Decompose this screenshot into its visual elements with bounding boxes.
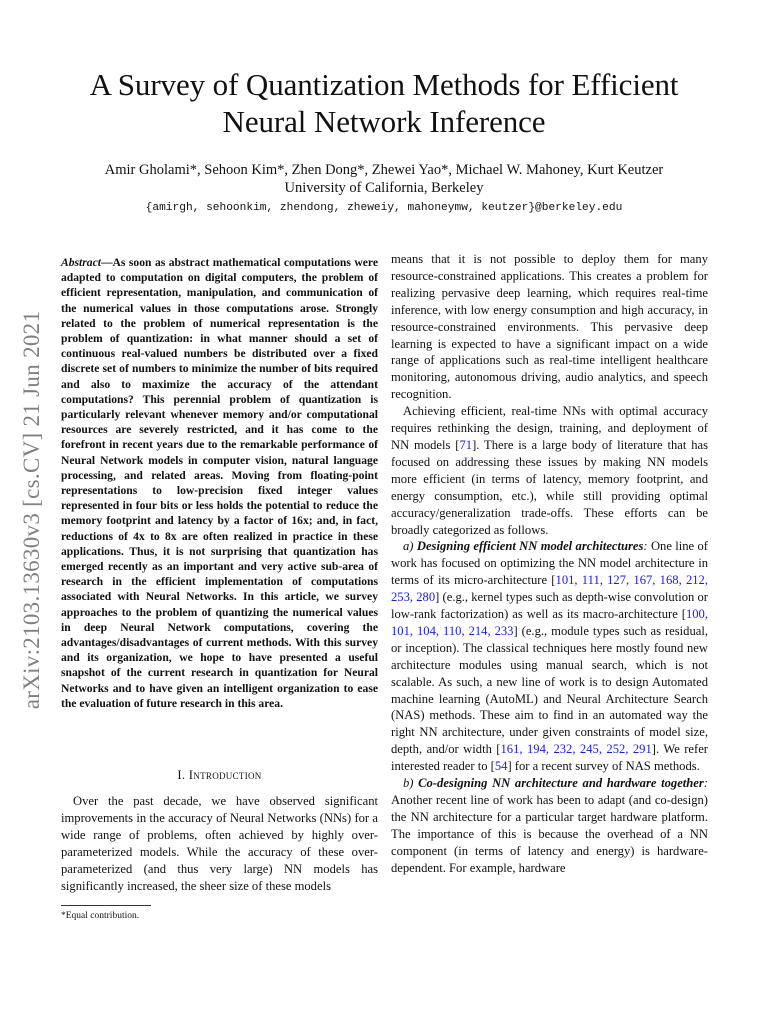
arxiv-sidebar xyxy=(17,270,47,750)
paragraph-heading-b: Co-designing NN architecture and hardware together xyxy=(418,776,704,791)
pa-text-1: One line of work has focused on optimizing the NN model architecture in terms of its micro-architecture [ xyxy=(391,539,708,588)
citation-link[interactable]: 161, 194, 232, 245, 252, 291 xyxy=(500,742,652,757)
pb-text: Another recent line of work has been to adapt (and co-design) the NN architecture for a particular target hardware platform. The importance of this is because the overhead of a NN component (in terms of latency and energy) is hardware-dependent. For example, hardware xyxy=(391,793,708,875)
paper-title xyxy=(60,66,708,140)
right-paragraph-2 xyxy=(391,403,708,538)
arxiv-identifier: arXiv:2103.13630v3 [cs.CV] 21 Jun 2021 xyxy=(19,310,44,710)
pa-text-3: ] (e.g., module types such as residual, or inception). The classical techniques here mostly found new architecture modules using manual search, which is not scalable. As such, a new line of work is to design Automated machine learning (AutoML) and Neural Architecture Search (NAS) methods. These aim to find in an automated way the right NN architecture, under given constraints of model size, depth, and/or width [ xyxy=(391,623,708,757)
author-list: Amir Gholami*, Sehoon Kim*, Zhen Dong*, Zhewei Yao*, Michael W. Mahoney, Kurt Keutzer xyxy=(104,162,664,178)
citation-link[interactable]: 54 xyxy=(494,759,508,774)
paragraph-heading-a: Designing efficient NN model architectures xyxy=(416,539,644,554)
section-heading-introduction xyxy=(61,768,378,783)
intro-paragraph-1: Over the past decade, we have observed significant improvements in the accuracy of Neural Networks (NNs) for a wide range of problems, often achieved by highly over-parameterized models. While the accuracy of these over-parameterized (and thus very large) NN models has significantly increased, the sheer size of these models xyxy=(61,794,378,893)
paragraph-label-a: a) xyxy=(403,539,414,554)
pa-text-2: ] (e.g., kernel types such as depth-wise convolution or low-rank factorization) as well as its macro-architecture [ xyxy=(391,590,709,622)
introduction-paragraph xyxy=(61,793,378,894)
citation-link[interactable]: 100, 101, 104, 110, 214, 233 xyxy=(391,607,708,638)
abstract xyxy=(61,255,378,711)
paragraph-codesign xyxy=(391,775,708,876)
section-number: I. xyxy=(177,768,186,782)
p2-text-b: ]. There is a large body of literature that has focused on addressing these issues by making NN models more efficient (in terms of latency, memory footprint, and energy consumption, etc.), while still providing optimal accuracy/generalization trade-offs. These efforts can be broadly categorized as follows. xyxy=(391,437,709,537)
pa-text-4: ]. We refer interested reader to [ xyxy=(391,742,708,774)
author-emails: {amirgh, sehoonkim, zhendong, zheweiy, mahoneymw, keutzer}@berkeley.edu xyxy=(145,202,623,214)
abstract-dash: — xyxy=(100,256,113,269)
citation-link[interactable]: 71 xyxy=(459,437,473,452)
p2-text-a: Achieving efficient, real-time NNs with optimal accuracy requires rethinking the design, training, and deployment of NN models [ xyxy=(391,404,708,452)
pa-text-5: ] for a recent survey of NAS methods. xyxy=(507,759,700,774)
right-paragraph-1: means that it is not possible to deploy them for many resource-constrained applications. This creates a problem for realizing pervasive deep learning, which requires real-time inference, with low energy consumption and high accuracy, in resource-constrained environments. This pervasive deep learning is expected to have a significant impact on a wide range of applications such as real-time intelligent healthcare monitoring, autonomous driving, audio analytics, and speech recognition. xyxy=(391,252,708,402)
citation-link[interactable]: 101, 111, 127, 167, 168, 212, 253, 280 xyxy=(391,573,708,605)
abstract-label: Abstract xyxy=(61,256,101,269)
affiliation: University of California, Berkeley xyxy=(284,180,484,196)
title-line-2: Neural Network Inference xyxy=(222,104,546,139)
section-title: Introduction xyxy=(188,768,262,782)
footnote: *Equal contribution. xyxy=(61,911,140,921)
paragraph-design-architectures xyxy=(391,538,708,775)
paragraph-colon-b: : xyxy=(703,776,708,791)
paragraph-label-b: b) xyxy=(403,776,414,791)
title-line-1: A Survey of Quantization Methods for Efficient xyxy=(89,67,679,102)
paragraph-colon-a: : xyxy=(643,539,648,554)
right-column xyxy=(391,251,708,877)
abstract-text: As soon as abstract mathematical computations were adapted to computation on digital computers, the problem of efficient representation, manipulation, and communication of the numerical values in those computations arose. Strongly related to the problem of numerical representation is the problem of quantization: in what manner should a set of continuous real-valued numbers be distributed over a fixed discrete set of numbers to minimize the number of bits required and also to maximize the accuracy of the attendant computations? This perennial problem of quantization is particularly relevant whenever memory and/or computational resources are severely restricted, and it has come to the forefront in recent years due to the remarkable performance of Neural Network models in computer vision, natural language processing, and related areas. Moving from floating-point representations to low-precision fixed integer values represented in four bits or less holds the potential to reduce the memory footprint and latency by a factor of 16x; and, in fact, reductions of 4x to 8x are often realized in practice in these applications. Thus, it is not surprising that quantization has emerged recently as an important and very active sub-area of research in the efficient implementation of computations associated with Neural Networks. In this article, we survey approaches to the problem of quantizing the numerical values in deep Neural Network computations, covering the advantages/disadvantages of current methods. With this survey and its organization, we hope to have presented a useful snapshot of the current research in quantization for Neural Networks and to have given an intelligent organization to ease the evaluation of future research in this area. xyxy=(61,256,378,710)
footnote-divider xyxy=(61,905,151,906)
